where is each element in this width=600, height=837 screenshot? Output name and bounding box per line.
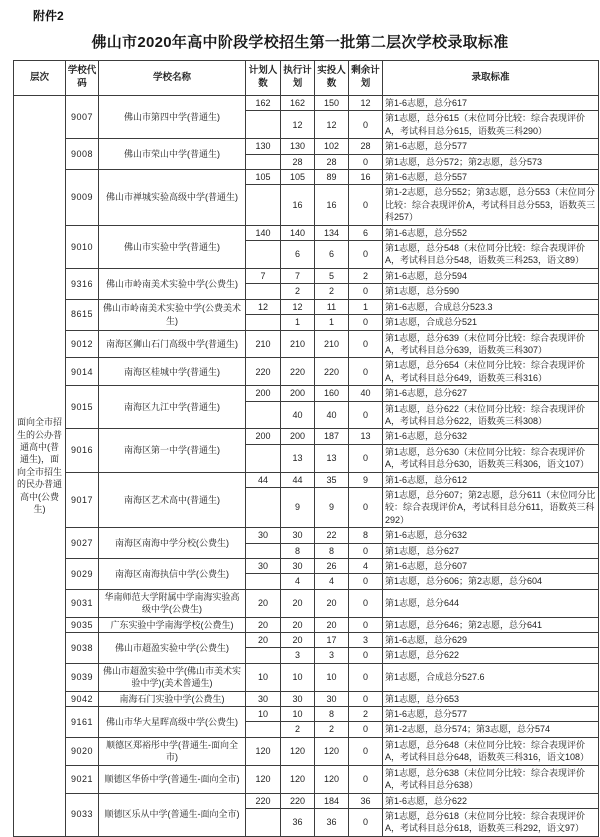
school-code-cell: 9161 xyxy=(66,707,99,738)
remaining-cell: 0 xyxy=(349,808,383,836)
standard-cell: 第1志愿，总分622（末位同分比较：综合表现评价A，考试科目总分622，语数英三科308） xyxy=(383,401,599,429)
actual-cell: 28 xyxy=(315,154,349,169)
executed-cell: 13 xyxy=(281,444,315,472)
executed-cell: 6 xyxy=(281,241,315,269)
planned-cell xyxy=(246,284,281,299)
school-name-cell: 南海区南海执信中学(公费生) xyxy=(99,559,246,590)
school-code-cell: 9010 xyxy=(66,225,99,268)
planned-cell: 7 xyxy=(246,268,281,283)
school-row xyxy=(14,170,599,185)
remaining-cell: 0 xyxy=(349,444,383,472)
school-code-cell: 9031 xyxy=(66,589,99,617)
actual-cell: 1 xyxy=(315,315,349,330)
actual-cell: 2 xyxy=(315,284,349,299)
actual-cell: 187 xyxy=(315,429,349,444)
planned-cell: 20 xyxy=(246,633,281,648)
remaining-cell: 0 xyxy=(349,589,383,617)
school-row xyxy=(14,663,599,691)
school-name-cell: 顺德区华侨中学(普通生-面向全市) xyxy=(99,765,246,793)
remaining-cell: 6 xyxy=(349,225,383,240)
actual-cell: 184 xyxy=(315,793,349,808)
school-row xyxy=(14,737,599,765)
school-code-cell: 9012 xyxy=(66,330,99,358)
executed-cell: 162 xyxy=(281,96,315,111)
planned-cell: 44 xyxy=(246,472,281,487)
planned-cell xyxy=(246,808,281,836)
school-name-cell: 南海区桂城中学(普通生) xyxy=(99,358,246,386)
school-name-cell: 南海区狮山石门高级中学(普通生) xyxy=(99,330,246,358)
remaining-cell: 0 xyxy=(349,284,383,299)
school-name-cell: 顺德区乐从中学(普通生-面向全市) xyxy=(99,793,246,836)
remaining-cell: 16 xyxy=(349,170,383,185)
standard-cell: 第1-6志愿，总分617 xyxy=(383,96,599,111)
actual-cell: 17 xyxy=(315,633,349,648)
col-header-code: 学校代码 xyxy=(66,61,99,96)
school-code-cell: 9033 xyxy=(66,793,99,836)
school-row xyxy=(14,589,599,617)
actual-cell: 3 xyxy=(315,648,349,663)
standard-cell: 第1志愿，总分607；第2志愿，总分611（末位同分比较：综合表现评价A，考试科目总分611，语数英三科292） xyxy=(383,487,599,527)
remaining-cell: 0 xyxy=(349,765,383,793)
remaining-cell: 0 xyxy=(349,487,383,527)
remaining-cell: 36 xyxy=(349,793,383,808)
actual-cell: 11 xyxy=(315,299,349,314)
actual-cell: 20 xyxy=(315,589,349,617)
standard-cell: 第1志愿，总分646；第2志愿，总分641 xyxy=(383,617,599,632)
remaining-cell: 13 xyxy=(349,429,383,444)
standard-cell: 第1志愿，总分630（末位同分比较：综合表现评价A，考试科目总分630，语数英三科306，语文107） xyxy=(383,444,599,472)
executed-cell: 16 xyxy=(281,185,315,225)
standard-cell: 第1-2志愿，总分552；第3志愿，总分553（末位同分比较：综合表现评价A，考试科目总分553，语数英三科257） xyxy=(383,185,599,225)
table-body xyxy=(14,96,599,837)
remaining-cell: 0 xyxy=(349,241,383,269)
standard-cell: 第1-6志愿，总分632 xyxy=(383,528,599,543)
executed-cell: 10 xyxy=(281,707,315,722)
school-code-cell: 8615 xyxy=(66,299,99,330)
school-code-cell: 9027 xyxy=(66,528,99,559)
school-row xyxy=(14,528,599,543)
actual-cell: 9 xyxy=(315,487,349,527)
standard-cell: 第1志愿，总分654（末位同分比较：综合表现评价A，考试科目总分649，语数英三科316） xyxy=(383,358,599,386)
standard-cell: 第1-6志愿，总分622 xyxy=(383,793,599,808)
executed-cell: 28 xyxy=(281,154,315,169)
school-code-cell: 9021 xyxy=(66,765,99,793)
actual-cell: 20 xyxy=(315,617,349,632)
school-code-cell: 9042 xyxy=(66,691,99,706)
school-name-cell: 南海区九江中学(普通生) xyxy=(99,386,246,429)
remaining-cell: 28 xyxy=(349,139,383,154)
executed-cell: 210 xyxy=(281,330,315,358)
school-row xyxy=(14,139,599,154)
school-code-cell: 9008 xyxy=(66,139,99,170)
planned-cell xyxy=(246,154,281,169)
remaining-cell: 40 xyxy=(349,386,383,401)
table-header-row xyxy=(14,61,599,96)
level-cell: 面向全市招生的公办普通高中(普通生)，面向全市招生的民办普通高中(公费生) xyxy=(14,96,66,837)
executed-cell: 4 xyxy=(281,574,315,589)
planned-cell: 120 xyxy=(246,737,281,765)
school-code-cell: 9014 xyxy=(66,358,99,386)
planned-cell: 10 xyxy=(246,707,281,722)
planned-cell xyxy=(246,241,281,269)
standard-cell: 第1-6志愿，总分632 xyxy=(383,429,599,444)
actual-cell: 102 xyxy=(315,139,349,154)
school-name-cell: 南海石门实验中学(公费生) xyxy=(99,691,246,706)
standard-cell: 第1志愿，总分606；第2志愿，总分604 xyxy=(383,574,599,589)
standard-cell: 第1-6志愿，总分577 xyxy=(383,139,599,154)
standard-cell: 第1志愿，总分548（末位同分比较：综合表现评价A，考试科目总分548，语数英三科253，语文89） xyxy=(383,241,599,269)
actual-cell: 8 xyxy=(315,707,349,722)
actual-cell: 2 xyxy=(315,722,349,737)
standard-cell: 第1-6志愿，总分607 xyxy=(383,559,599,574)
executed-cell: 7 xyxy=(281,268,315,283)
school-name-cell: 佛山市岭南美术实验中学(公费生) xyxy=(99,268,246,299)
school-row xyxy=(14,691,599,706)
remaining-cell: 0 xyxy=(349,401,383,429)
school-name-cell: 广东实验中学南海学校(公费生) xyxy=(99,617,246,632)
planned-cell: 10 xyxy=(246,663,281,691)
col-header-standard: 录取标准 xyxy=(383,61,599,96)
executed-cell: 20 xyxy=(281,617,315,632)
remaining-cell: 8 xyxy=(349,528,383,543)
actual-cell: 35 xyxy=(315,472,349,487)
standard-cell: 第1-6志愿，总分557 xyxy=(383,170,599,185)
planned-cell: 220 xyxy=(246,793,281,808)
planned-cell xyxy=(246,648,281,663)
planned-cell xyxy=(246,401,281,429)
actual-cell: 210 xyxy=(315,330,349,358)
actual-cell: 6 xyxy=(315,241,349,269)
school-row xyxy=(14,330,599,358)
executed-cell: 105 xyxy=(281,170,315,185)
executed-cell: 12 xyxy=(281,299,315,314)
school-name-cell: 佛山市禅城实验高级中学(普通生) xyxy=(99,170,246,226)
remaining-cell: 0 xyxy=(349,185,383,225)
actual-cell: 8 xyxy=(315,543,349,558)
col-header-name: 学校名称 xyxy=(99,61,246,96)
standard-cell: 第1-6志愿，总分552 xyxy=(383,225,599,240)
school-name-cell: 南海区第一中学(普通生) xyxy=(99,429,246,472)
executed-cell: 220 xyxy=(281,793,315,808)
school-name-cell: 佛山市第四中学(普通生) xyxy=(99,96,246,139)
standard-cell: 第1志愿，总分615（末位同分比较：综合表现评价A，考试科目总分615，语数英三科290） xyxy=(383,111,599,139)
remaining-cell: 2 xyxy=(349,707,383,722)
planned-cell: 30 xyxy=(246,528,281,543)
school-code-cell: 9016 xyxy=(66,429,99,472)
school-row xyxy=(14,472,599,487)
attachment-label: 附件2 xyxy=(33,9,64,23)
actual-cell: 134 xyxy=(315,225,349,240)
standard-cell: 第1志愿，总分622 xyxy=(383,648,599,663)
executed-cell: 120 xyxy=(281,765,315,793)
remaining-cell: 0 xyxy=(349,648,383,663)
school-code-cell: 9316 xyxy=(66,268,99,299)
school-row xyxy=(14,96,599,111)
executed-cell: 30 xyxy=(281,528,315,543)
planned-cell xyxy=(246,185,281,225)
executed-cell: 2 xyxy=(281,722,315,737)
actual-cell: 36 xyxy=(315,808,349,836)
planned-cell: 20 xyxy=(246,589,281,617)
standard-cell: 第1志愿，总分590 xyxy=(383,284,599,299)
remaining-cell: 0 xyxy=(349,691,383,706)
remaining-cell: 0 xyxy=(349,737,383,765)
school-row xyxy=(14,707,599,722)
actual-cell: 10 xyxy=(315,663,349,691)
remaining-cell: 1 xyxy=(349,299,383,314)
school-name-cell: 佛山市荣山中学(普通生) xyxy=(99,139,246,170)
executed-cell: 200 xyxy=(281,429,315,444)
executed-cell: 20 xyxy=(281,633,315,648)
planned-cell: 12 xyxy=(246,299,281,314)
remaining-cell: 4 xyxy=(349,559,383,574)
remaining-cell: 2 xyxy=(349,268,383,283)
executed-cell: 8 xyxy=(281,543,315,558)
executed-cell: 200 xyxy=(281,386,315,401)
actual-cell: 22 xyxy=(315,528,349,543)
planned-cell: 162 xyxy=(246,96,281,111)
actual-cell: 26 xyxy=(315,559,349,574)
col-header-remaining: 剩余计划 xyxy=(349,61,383,96)
executed-cell: 120 xyxy=(281,737,315,765)
planned-cell xyxy=(246,111,281,139)
planned-cell xyxy=(246,574,281,589)
school-code-cell: 9015 xyxy=(66,386,99,429)
executed-cell: 10 xyxy=(281,663,315,691)
planned-cell xyxy=(246,543,281,558)
remaining-cell: 0 xyxy=(349,663,383,691)
school-name-cell: 佛山市超盈实验中学(佛山市美术实验中学)(美术普通生) xyxy=(99,663,246,691)
school-name-cell: 佛山市华大星晖高级中学(公费生) xyxy=(99,707,246,738)
remaining-cell: 0 xyxy=(349,111,383,139)
actual-cell: 89 xyxy=(315,170,349,185)
remaining-cell: 0 xyxy=(349,574,383,589)
school-row xyxy=(14,793,599,808)
executed-cell: 30 xyxy=(281,691,315,706)
executed-cell: 36 xyxy=(281,808,315,836)
actual-cell: 120 xyxy=(315,737,349,765)
remaining-cell: 0 xyxy=(349,315,383,330)
standard-cell: 第1-2志愿，总分574；第3志愿，总分574 xyxy=(383,722,599,737)
executed-cell: 40 xyxy=(281,401,315,429)
remaining-cell: 0 xyxy=(349,154,383,169)
school-name-cell: 佛山市超盈实验中学(公费生) xyxy=(99,633,246,664)
standard-cell: 第1志愿，总分648（末位同分比较：综合表现评价A，考试科目总分648，语数英三科316，语文108） xyxy=(383,737,599,765)
executed-cell: 1 xyxy=(281,315,315,330)
standard-cell: 第1志愿，总分653 xyxy=(383,691,599,706)
standard-cell: 第1志愿，总分572；第2志愿，总分573 xyxy=(383,154,599,169)
remaining-cell: 0 xyxy=(349,543,383,558)
school-row xyxy=(14,429,599,444)
planned-cell xyxy=(246,315,281,330)
actual-cell: 160 xyxy=(315,386,349,401)
admissions-table xyxy=(13,60,599,837)
planned-cell: 20 xyxy=(246,617,281,632)
school-code-cell: 9039 xyxy=(66,663,99,691)
actual-cell: 40 xyxy=(315,401,349,429)
col-header-actual: 实投人数 xyxy=(315,61,349,96)
col-header-planned: 计划人数 xyxy=(246,61,281,96)
standard-cell: 第1-6志愿，总分612 xyxy=(383,472,599,487)
standard-cell: 第1-6志愿，总分594 xyxy=(383,268,599,283)
standard-cell: 第1志愿，合成总分521 xyxy=(383,315,599,330)
standard-cell: 第1志愿，总分618（末位同分比较：综合表现评价A，考试科目总分618，语数英三科292，语文97） xyxy=(383,808,599,836)
school-name-cell: 南海区艺术高中(普通生) xyxy=(99,472,246,528)
school-name-cell: 南海区南海中学分校(公费生) xyxy=(99,528,246,559)
actual-cell: 12 xyxy=(315,111,349,139)
standard-cell: 第1-6志愿，总分627 xyxy=(383,386,599,401)
remaining-cell: 12 xyxy=(349,96,383,111)
school-code-cell: 9035 xyxy=(66,617,99,632)
school-row xyxy=(14,225,599,240)
standard-cell: 第1志愿，总分639（末位同分比较：综合表现评价A，考试科目总分639，语数英三科307） xyxy=(383,330,599,358)
remaining-cell: 9 xyxy=(349,472,383,487)
planned-cell: 210 xyxy=(246,330,281,358)
actual-cell: 150 xyxy=(315,96,349,111)
planned-cell: 120 xyxy=(246,765,281,793)
actual-cell: 30 xyxy=(315,691,349,706)
school-row xyxy=(14,386,599,401)
standard-cell: 第1志愿，总分638（末位同分比较：综合表现评价A，考试科目总分638） xyxy=(383,765,599,793)
school-name-cell: 佛山市实验中学(普通生) xyxy=(99,225,246,268)
actual-cell: 4 xyxy=(315,574,349,589)
planned-cell: 30 xyxy=(246,691,281,706)
school-code-cell: 9009 xyxy=(66,170,99,226)
school-code-cell: 9017 xyxy=(66,472,99,528)
page-title: 佛山市2020年高中阶段学校招生第一批第二层次学校录取标准 xyxy=(91,34,509,51)
planned-cell: 30 xyxy=(246,559,281,574)
standard-cell: 第1志愿，总分644 xyxy=(383,589,599,617)
school-name-cell: 华南师范大学附属中学南海实验高级中学(公费生) xyxy=(99,589,246,617)
actual-cell: 13 xyxy=(315,444,349,472)
actual-cell: 120 xyxy=(315,765,349,793)
school-name-cell: 顺德区郑裕彤中学(普通生-面向全市) xyxy=(99,737,246,765)
school-row xyxy=(14,633,599,648)
remaining-cell: 0 xyxy=(349,330,383,358)
standard-cell: 第1志愿，总分627 xyxy=(383,543,599,558)
actual-cell: 5 xyxy=(315,268,349,283)
planned-cell xyxy=(246,444,281,472)
school-row xyxy=(14,559,599,574)
remaining-cell: 3 xyxy=(349,633,383,648)
school-code-cell: 9038 xyxy=(66,633,99,664)
col-header-executed: 执行计划 xyxy=(281,61,315,96)
executed-cell: 44 xyxy=(281,472,315,487)
planned-cell: 200 xyxy=(246,429,281,444)
planned-cell: 220 xyxy=(246,358,281,386)
planned-cell: 105 xyxy=(246,170,281,185)
standard-cell: 第1-6志愿，总分629 xyxy=(383,633,599,648)
school-row xyxy=(14,617,599,632)
planned-cell xyxy=(246,487,281,527)
school-row xyxy=(14,268,599,283)
executed-cell: 2 xyxy=(281,284,315,299)
executed-cell: 140 xyxy=(281,225,315,240)
actual-cell: 16 xyxy=(315,185,349,225)
actual-cell: 220 xyxy=(315,358,349,386)
executed-cell: 3 xyxy=(281,648,315,663)
planned-cell: 200 xyxy=(246,386,281,401)
remaining-cell: 0 xyxy=(349,617,383,632)
executed-cell: 220 xyxy=(281,358,315,386)
executed-cell: 30 xyxy=(281,559,315,574)
school-row xyxy=(14,765,599,793)
school-code-cell: 9020 xyxy=(66,737,99,765)
school-name-cell: 佛山市岭南美术实验中学(公费美术生) xyxy=(99,299,246,330)
standard-cell: 第1-6志愿，总分577 xyxy=(383,707,599,722)
school-row xyxy=(14,358,599,386)
planned-cell: 140 xyxy=(246,225,281,240)
school-row xyxy=(14,299,599,314)
planned-cell xyxy=(246,722,281,737)
school-code-cell: 9029 xyxy=(66,559,99,590)
executed-cell: 12 xyxy=(281,111,315,139)
executed-cell: 20 xyxy=(281,589,315,617)
standard-cell: 第1-6志愿，合成总分523.3 xyxy=(383,299,599,314)
standard-cell: 第1志愿，合成总分527.6 xyxy=(383,663,599,691)
col-header-level: 层次 xyxy=(14,61,66,96)
school-code-cell: 9007 xyxy=(66,96,99,139)
executed-cell: 130 xyxy=(281,139,315,154)
remaining-cell: 0 xyxy=(349,358,383,386)
planned-cell: 130 xyxy=(246,139,281,154)
remaining-cell: 0 xyxy=(349,722,383,737)
executed-cell: 9 xyxy=(281,487,315,527)
